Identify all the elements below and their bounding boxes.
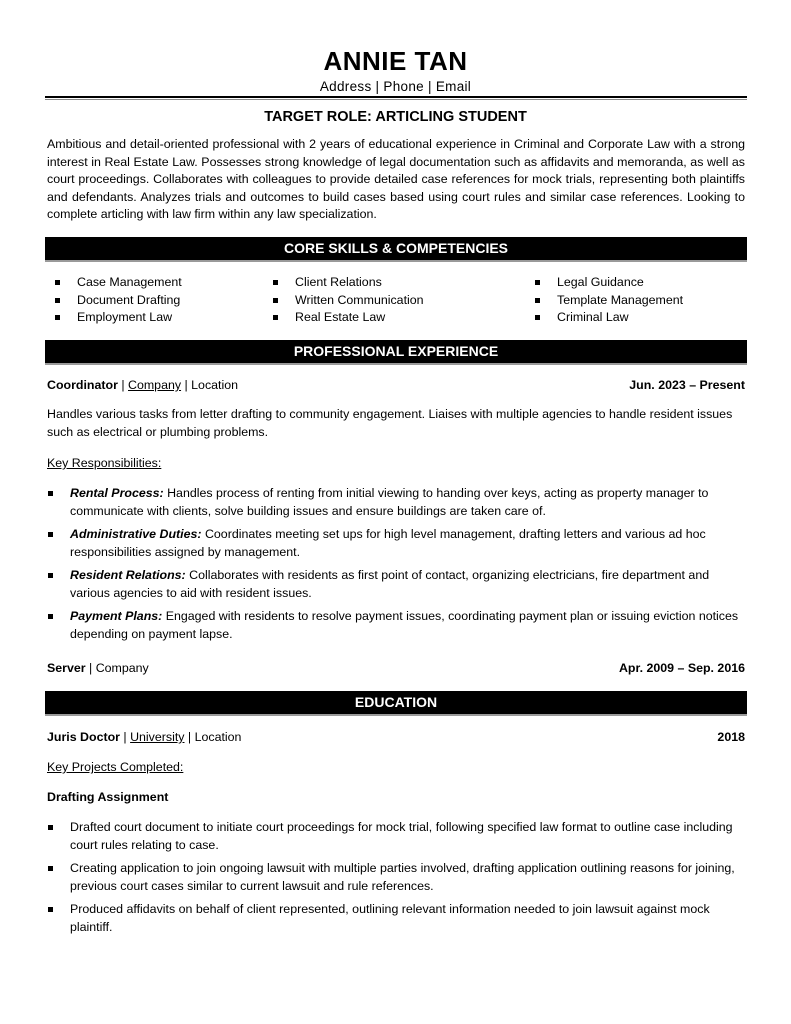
- project-bullet-item: Drafted court document to initiate court proceedings for mock trial, following specified law format to outline case including court rules relating to case.: [47, 819, 745, 854]
- bullet-icon: [55, 298, 60, 303]
- bullet-icon: [535, 298, 540, 303]
- skill-item: Template Management: [527, 292, 683, 310]
- key-responsibilities-heading: Key Responsibilities:: [47, 456, 162, 470]
- job-1-description: Handles various tasks from letter drafting to community engagement. Liaises with multiple agencies to handle resident issues such as electrical or plumbing problems.: [47, 407, 733, 439]
- job-2-dates: Apr. 2009 – Sep. 2016: [618, 661, 745, 675]
- job-1-dates: Jun. 2023 – Present: [629, 378, 745, 392]
- target-role: TARGET ROLE: ARTICLING STUDENT: [264, 109, 527, 125]
- bullet-icon: [48, 907, 53, 912]
- candidate-name: ANNIE TAN: [323, 46, 468, 76]
- degree-info: Juris Doctor | University | Location: [47, 730, 242, 744]
- responsibility-item: Administrative Duties: Coordinates meeting set ups for high level management, drafting letters and various ad hoc responsibilities assigned by management.: [47, 526, 745, 561]
- bullet-icon: [273, 280, 278, 285]
- degree-title: Juris Doctor: [47, 730, 120, 744]
- job-company: Company: [95, 661, 149, 675]
- header-rule-shadow: [45, 99, 747, 100]
- skill-item: Client Relations: [265, 274, 424, 292]
- skill-item: Case Management: [47, 274, 182, 292]
- skill-item: Legal Guidance: [527, 274, 683, 292]
- degree-header: [47, 729, 745, 747]
- education-section-shadow: [45, 714, 747, 716]
- job-1-header: [47, 377, 745, 395]
- job-title: Server: [47, 661, 86, 675]
- skill-item: Employment Law: [47, 309, 182, 327]
- education-section-header: EDUCATION: [45, 691, 747, 714]
- bullet-icon: [55, 315, 60, 320]
- project-bullet-item: Produced affidavits on behalf of client represented, outlining relevant information needed to join lawsuit against mock plaintiff.: [47, 901, 745, 936]
- bullet-icon: [273, 315, 278, 320]
- bullet-icon: [48, 614, 53, 619]
- project-bullet-item: Creating application to join ongoing lawsuit with multiple parties involved, drafting application outlining reasons for joining, previous court cases similar to current lawsuit and rule references.: [47, 860, 745, 895]
- skill-item: Written Communication: [265, 292, 424, 310]
- experience-section-header: PROFESSIONAL EXPERIENCE: [45, 340, 747, 363]
- company-link[interactable]: Company: [128, 378, 182, 392]
- header-rule: [45, 96, 747, 98]
- job-title: Coordinator: [47, 378, 118, 392]
- experience-section-shadow: [45, 363, 747, 365]
- responsibilities-list: [47, 485, 745, 643]
- job-location: Location: [191, 378, 239, 392]
- skills-section-header: CORE SKILLS & COMPETENCIES: [45, 237, 747, 260]
- contact-line: Address | Phone | Email: [319, 79, 472, 94]
- project-bullets: [47, 819, 745, 936]
- bullet-icon: [273, 298, 278, 303]
- job-2-info: Server | Company: [47, 661, 149, 675]
- skill-item: Document Drafting: [47, 292, 182, 310]
- responsibility-item: Payment Plans: Engaged with residents to resolve payment issues, coordinating payment plan or issuing eviction notices depending on payment lapse.: [47, 608, 745, 643]
- bullet-icon: [535, 280, 540, 285]
- skills-section-shadow: [45, 260, 747, 262]
- university-link[interactable]: University: [130, 730, 185, 744]
- bullet-icon: [535, 315, 540, 320]
- job-2-header: [47, 660, 745, 678]
- skill-item: Criminal Law: [527, 309, 683, 327]
- skills-column-1: [47, 274, 182, 327]
- responsibility-item: Rental Process: Handles process of renting from initial viewing to handing over keys, acting as property manager to communicate with clients, solve building issues and ensure buildings are taken care of.: [47, 485, 745, 520]
- job-1-info: Coordinator | Company | Location: [47, 378, 239, 392]
- skills-column-2: [265, 274, 424, 327]
- bullet-icon: [48, 866, 53, 871]
- summary-paragraph: Ambitious and detail-oriented professional with 2 years of educational experience in Criminal and Corporate Law with a strong interest in Real Estate Law. Possesses strong knowledge of legal documentation such as affidavits and memoranda, as well as court proceedings. Collaborates with colleagues to provide detailed case references for mock trials, representing both plaintiffs and defendants. Analyzes trials and outcomes to build cases based using court rules and similar case references. Looking to complete articling with law firm within any law specialization.: [47, 137, 745, 221]
- bullet-icon: [48, 825, 53, 830]
- responsibility-item: Resident Relations: Collaborates with residents as first point of contact, organizing electricians, fire department and various agencies to aid with resident issues.: [47, 567, 745, 602]
- bullet-icon: [48, 573, 53, 578]
- skills-column-3: [527, 274, 683, 327]
- bullet-icon: [48, 532, 53, 537]
- key-projects-heading: Key Projects Completed:: [47, 760, 184, 774]
- skill-item: Real Estate Law: [265, 309, 424, 327]
- graduation-year: 2018: [717, 730, 745, 744]
- school-location: Location: [194, 730, 242, 744]
- project-title: Drafting Assignment: [47, 790, 169, 804]
- bullet-icon: [55, 280, 60, 285]
- bullet-icon: [48, 491, 53, 496]
